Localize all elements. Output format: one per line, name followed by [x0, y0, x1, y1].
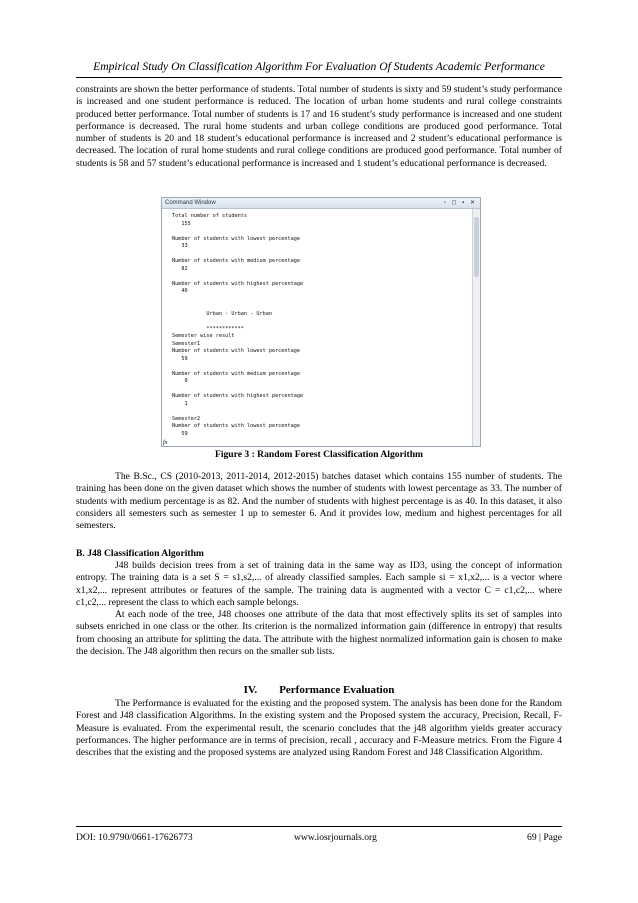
footer-site: www.iosrjournals.org [294, 832, 377, 843]
command-output-line: Semester wise result [172, 333, 235, 339]
command-output-line [172, 386, 472, 394]
command-output-line [172, 251, 472, 259]
running-header: Empirical Study On Classification Algorithm For Evaluation Of Students Academic Performance [93, 60, 545, 73]
command-output-line: Semester2 [172, 415, 201, 422]
footer-doi: DOI: 10.9790/0661-17626773 [76, 832, 193, 843]
command-output-line: 155 [172, 220, 191, 227]
section-number: IV. [243, 684, 258, 696]
footer-rule [76, 826, 562, 827]
command-window-figure [161, 197, 481, 447]
command-output-line: 33 [172, 243, 188, 249]
command-output-line [172, 296, 472, 304]
command-output-line: Urban - Urban - Urban [172, 310, 272, 317]
command-output-line: Number of students with highest percentage [172, 280, 304, 287]
command-window-title: Command Window [165, 200, 216, 206]
command-output-line: 0 [172, 378, 188, 384]
command-output-line: Number of students with medium percentage [172, 370, 301, 377]
command-output-line [172, 363, 472, 371]
command-output-line: 40 [172, 288, 188, 294]
command-output-line [172, 303, 472, 311]
paragraph-j48-node: At each node of the tree, J48 chooses one attribute of the data that most effectively splits its set of samples into subsets enriched in one class or the other. Its criterion is the normalized information gain (difference in entropy) that results from choosing an attribute for splitting the data. The attribute with the highest normalized information gain is chosen to make the decision. The J48 algorithm then recurs on the smaller sub lists. [76, 609, 562, 657]
command-output-line [172, 318, 472, 326]
command-output-line: Number of students with highest percentage [172, 393, 304, 399]
header-rule [76, 77, 562, 78]
scrollbar-thumb [474, 217, 479, 277]
window-controls-icon: ▫ ◻ ▪ ✕ [443, 200, 477, 206]
paragraph-results: constraints are shown the better performance of students. Total number of students is sixty and 59 student’s study performance is increased and one student performance is reduced. The location of urban home students and rural college constraints produced better performance. Total number of students is 17 and 16 student’s study performance is increased and one student performance is decreased. The rural home students and urban college conditions are produced good performance. Total number of students is 20 and 18 student’s educational performance is increased and 2 student’s educational performance is decreased. The location of rural home students and rural college conditions are produced good performance. Total number of students is 58 and 57 student’s educational performance is increased and 1 student’s educational performance is decreased. [76, 84, 562, 169]
scrollbar [472, 209, 480, 446]
command-output-line: Number of students with medium percentage [172, 258, 301, 264]
command-output-line: 59 [172, 430, 188, 437]
section-heading [76, 684, 562, 696]
command-output-line: Number of students with lowest percentage [172, 348, 301, 354]
command-output-line: Number of students with lowest percentage [172, 423, 301, 429]
footer-page: 69 | Page [527, 832, 562, 843]
paragraph-performance: The Performance is evaluated for the existing and the proposed system. The analysis has been done for the Random Forest and J48 classification Algorithms. In the existing system and the Proposed system the accuracy, Precision, Recall, F-Measure is evaluated. From the experimental result, the scenario concludes that the j48 algorithm yields greater accuracy performances. The higher performance are in terms of precision, recall , accuracy and F-Measure metrics. From the Figure 4 describes that the existing and the proposed systems are analyzed using Random Forest and J48 Classification Algorithm. [76, 698, 562, 759]
subsection-heading: B. J48 Classification Algorithm [76, 548, 204, 559]
command-output-line: Number of students with lowest percentage [172, 235, 301, 242]
section-title: Performance Evaluation [279, 684, 395, 696]
paragraph-j48-intro: J48 builds decision trees from a set of training data in the same way as ID3, using the concept of information entropy. The training data is a set S = s1,s2,... of already classified samples. Each sample si = x1,x2,... is a vector where x1,x2,... represent attributes or features of the sample. The training data is augmented with a vector C = c1,c2,... where c1,c2,... represent the class to which each sample belongs. [76, 560, 562, 608]
command-output-line: Total number of students [172, 213, 247, 219]
command-output-line [172, 228, 472, 236]
command-window-titlebar [162, 198, 480, 209]
command-window-output [162, 209, 472, 446]
command-output-line: Semester1 [172, 340, 201, 347]
command-output-line [172, 273, 472, 281]
paragraph-dataset: The B.Sc., CS (2010-2013, 2011-2014, 2012-2015) batches dataset which contains 155 number of students. The training has been done on the given dataset which shows the number of students with lowest percentage as 33. The number of students with medium percentage is as 82. And the number of students with highest percentage is as 40. In this dataset, it also considers all semesters such as semester 1 up to semester 6. And it provides low, medium and highest percentages for all semesters. [76, 471, 562, 532]
command-output-line: ************ [172, 325, 244, 332]
command-output-line: 59 [172, 355, 188, 362]
fx-prompt-icon: fx [163, 440, 168, 446]
command-output-line: 82 [172, 265, 188, 272]
command-output-line: 1 [172, 400, 188, 407]
command-output-line [172, 408, 472, 416]
figure-caption: Figure 3 : Random Forest Classification Algorithm [214, 449, 424, 460]
